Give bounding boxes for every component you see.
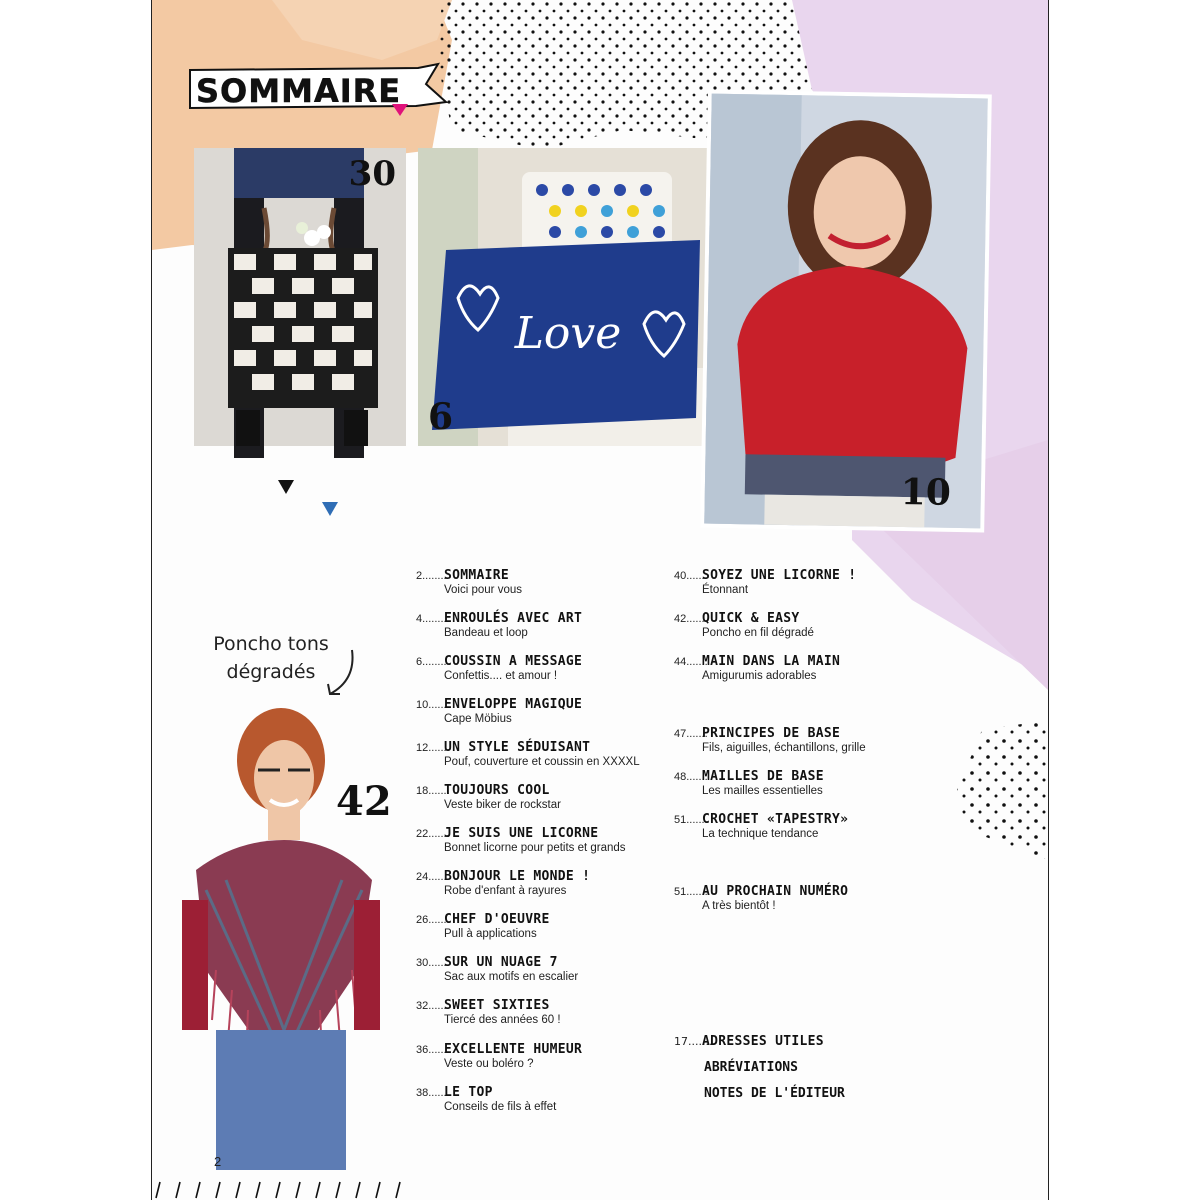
cape-illustration [704,94,987,529]
toc-page-number: 32....... [416,1000,450,1012]
photo-red-cape [704,94,987,529]
triangle-magenta-decor [392,104,408,116]
toc-end-notes[interactable]: NOTES DE L'ÉDITEUR [704,1086,845,1101]
toc-title: EXCELLENTE HUMEUR [444,1042,583,1057]
pillow-love-text: Love [514,308,622,359]
photo-page-number: 30 [348,154,396,194]
toc-entry[interactable] [416,740,686,768]
poncho-caption-line1: Poncho tons [213,633,329,655]
toc-subtitle: Pull à applications [444,928,537,940]
toc-page-number: 47....... [674,728,708,740]
toc-title: CROCHET «TAPESTRY» [702,812,849,827]
toc-subtitle: Les mailles essentielles [702,785,823,797]
photo-page-number: 42 [336,778,392,825]
toc-page-number: 6........ [416,656,447,668]
toc-subtitle: Poncho en fil dégradé [702,627,814,639]
toc-title: SWEET SIXTIES [444,998,550,1013]
toc-page-number: 10....... [416,699,450,711]
toc-end-abreviations[interactable]: ABRÉVIATIONS [704,1060,798,1075]
toc-title: COUSSIN A MESSAGE [444,654,583,669]
toc-page-number: 36....... [416,1044,450,1056]
toc-entry[interactable] [416,1042,686,1070]
toc-title: PRINCIPES DE BASE [702,726,841,741]
toc-subtitle: Amigurumis adorables [702,670,817,682]
toc-page-number: 51....... [674,886,708,898]
toc-page-number: 51....... [674,814,708,826]
toc-title: JE SUIS UNE LICORNE [444,826,599,841]
toc-page-number: 24....... [416,871,450,883]
toc-title: ENROULÉS AVEC ART [444,611,583,626]
toc-title: QUICK & EASY [702,611,800,626]
toc-page-number: 4........ [416,613,447,625]
toc-entry[interactable] [674,654,944,682]
toc-entry[interactable] [416,869,686,897]
triangle-black-decor [278,480,294,494]
toc-entry[interactable] [674,726,944,754]
photo-poncho-model [176,700,386,1170]
toc-subtitle: Conseils de fils à effet [444,1101,557,1113]
toc-subtitle: Tiercé des années 60 ! [444,1014,561,1026]
toc-page-number: 44....... [674,656,708,668]
toc-end-adresses[interactable] [674,1034,944,1049]
toc-title: UN STYLE SÉDUISANT [444,740,591,755]
toc-page-number: 17....... [674,1035,713,1048]
toc-entry[interactable] [416,783,686,811]
toc-page-number: 48....... [674,771,708,783]
photo-love-pillow [418,148,708,446]
toc-subtitle: Veste biker de rockstar [444,799,561,811]
toc-entry[interactable] [416,568,686,596]
toc-entry[interactable] [416,912,686,940]
toc-title: ADRESSES UTILES [702,1034,824,1049]
toc-subtitle: Veste ou boléro ? [444,1058,534,1070]
page-title: SOMMAIRE [196,72,402,110]
pillow-illustration [418,148,708,446]
magazine-page [152,0,1048,1200]
poncho-illustration [176,700,386,1170]
toc-title: SOMMAIRE [444,568,510,583]
toc-subtitle: Bandeau et loop [444,627,528,639]
toc-entry[interactable] [416,611,686,639]
toc-page-number: 26....... [416,914,450,926]
toc-entry[interactable] [416,697,686,725]
toc-entry[interactable] [416,998,686,1026]
toc-subtitle: Robe d'enfant à rayures [444,885,567,897]
toc-subtitle: Étonnant [702,584,749,596]
toc-entry[interactable] [674,884,944,912]
toc-page-number: 12....... [416,742,450,754]
toc-title: MAIN DANS LA MAIN [702,654,841,669]
poncho-caption-line2: dégradés [226,661,316,683]
toc-subtitle: Cape Möbius [444,713,512,725]
toc-subtitle: Confettis.... et amour ! [444,670,558,682]
toc-page-number: 38....... [416,1087,450,1099]
toc-title: ENVELOPPE MAGIQUE [444,697,583,712]
toc-subtitle: La technique tendance [702,828,819,840]
toc-title: CHEF D'OEUVRE [444,912,550,927]
toc-page-number: 2........ [416,570,447,582]
toc-subtitle: Pouf, couverture et coussin en XXXXL [444,756,640,768]
toc-title: AU PROCHAIN NUMÉRO [702,884,849,899]
toc-subtitle: Sac aux motifs en escalier [444,971,579,983]
toc-entry[interactable] [674,812,944,840]
toc-page-number: 30....... [416,957,450,969]
toc-subtitle: Bonnet licorne pour petits et grands [444,842,626,854]
toc-page-number: 42....... [674,613,708,625]
toc-entry[interactable] [674,769,944,797]
toc-subtitle: A très bientôt ! [702,900,776,912]
toc-title: LE TOP [444,1085,493,1100]
toc-title: MAILLES DE BASE [702,769,824,784]
photo-page-number: 6 [428,396,454,438]
toc-page-number: 40....... [674,570,708,582]
toc-entry[interactable] [416,1085,686,1113]
curved-arrow-icon [322,646,362,702]
toc-entry[interactable] [674,568,944,596]
photo-tote-bag [194,148,406,446]
toc-entry[interactable] [416,955,686,983]
toc-page-number: 22....... [416,828,450,840]
photo-page-number: 10 [900,470,952,514]
toc-entry[interactable] [416,654,686,682]
toc-title: BONJOUR LE MONDE ! [444,869,591,884]
toc-title: SUR UN NUAGE 7 [444,955,558,970]
toc-subtitle: Voici pour vous [444,584,522,596]
page-number-footer: 2 [214,1154,222,1169]
toc-entry[interactable] [416,826,686,854]
toc-page-number: 18....... [416,785,450,797]
toc-entry[interactable] [674,611,944,639]
toc-subtitle: Fils, aiguilles, échantillons, grille [702,742,866,754]
toc-title: TOUJOURS COOL [444,783,550,798]
triangle-blue-decor [322,502,338,516]
toc-title: SOYEZ UNE LICORNE ! [702,568,857,583]
